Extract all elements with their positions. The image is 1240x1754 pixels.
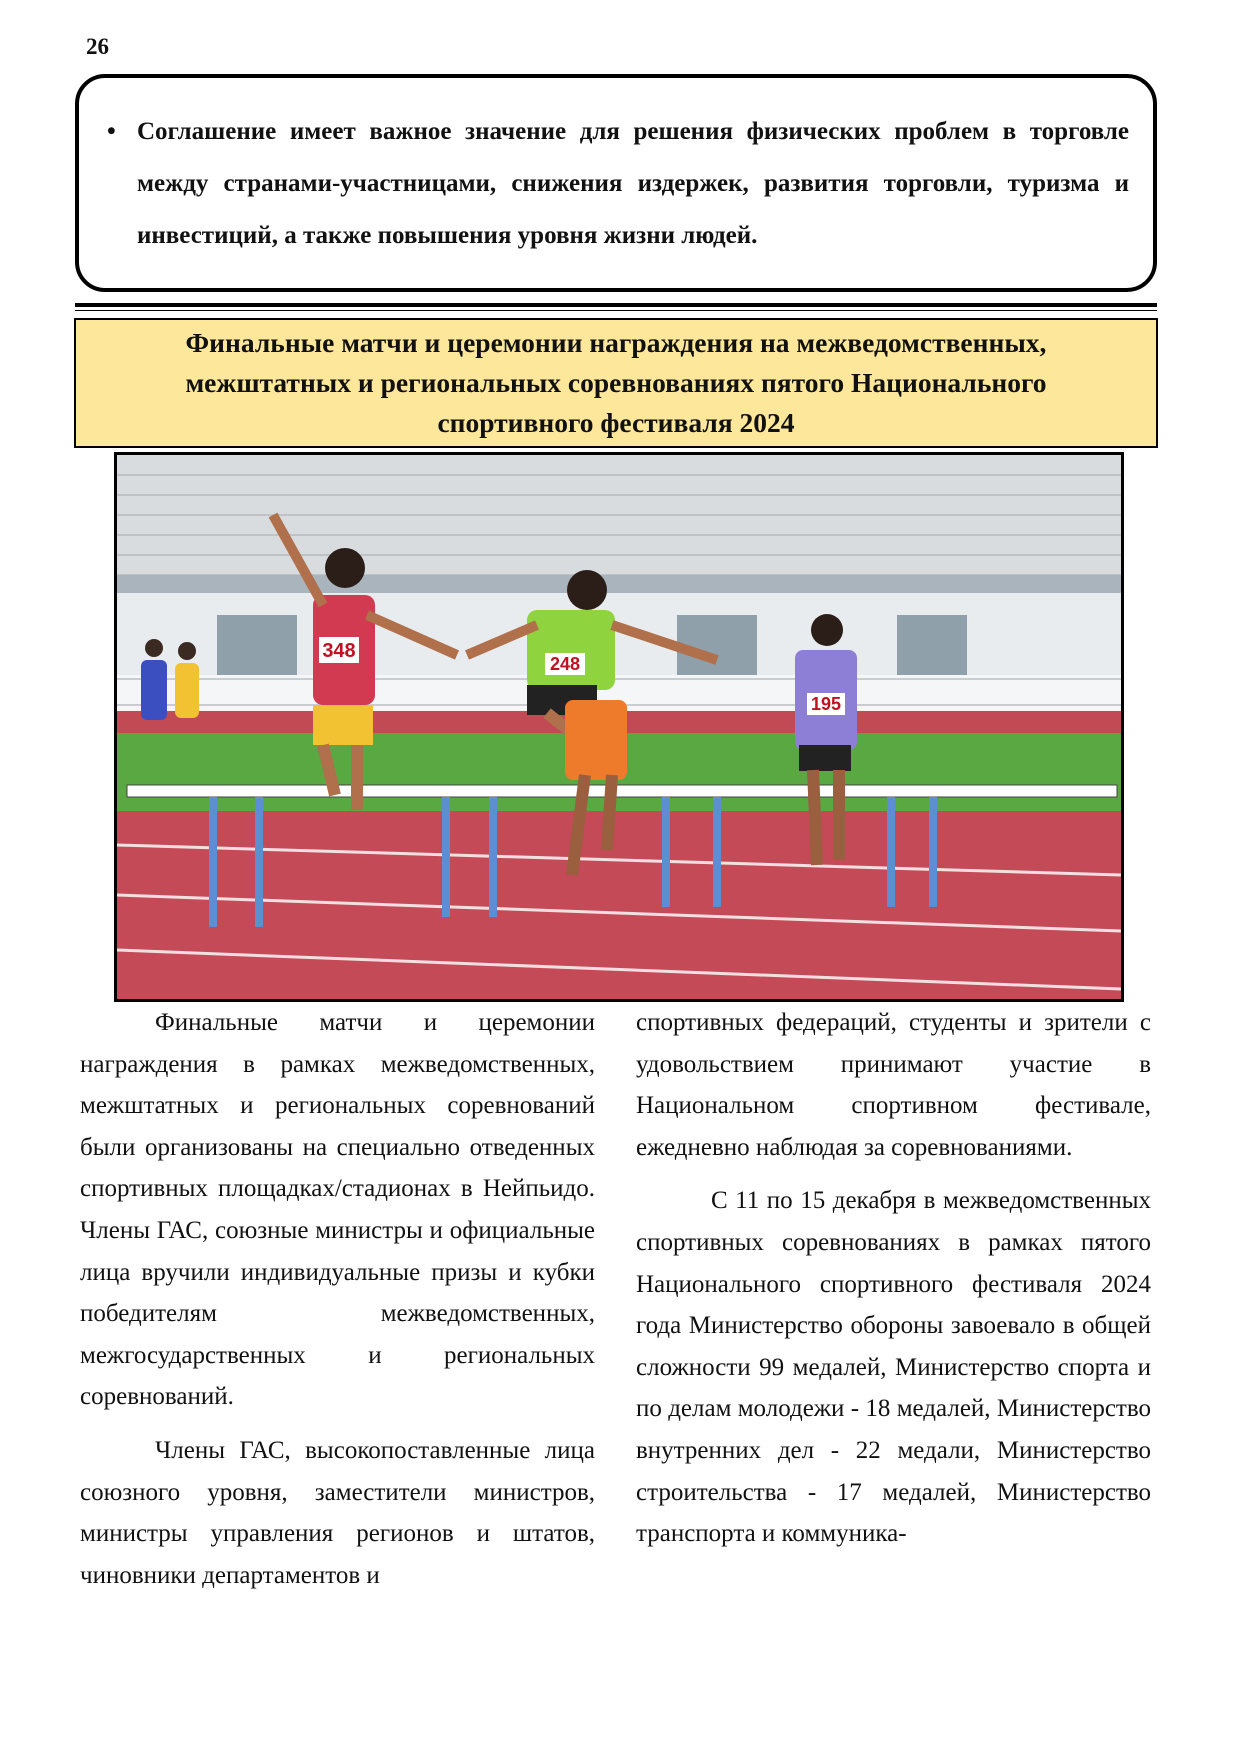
right-paragraph-1: спортивных федераций, студенты и зрители с удовольствием принимают участие в Национальном спортивном фестивале, ежедневно наблюдая за соревнованиями. <box>636 1009 1151 1161</box>
bib-348: 348 <box>322 640 356 662</box>
summary-box <box>75 74 1157 292</box>
divider-thick <box>75 303 1157 307</box>
divider-thin <box>75 310 1157 311</box>
left-paragraph-2: Члены ГАС, высокопоставленные лица союзного уровня, заместители министров, министры управления регионов и штатов, чиновники департаментов и <box>80 1436 595 1589</box>
left-paragraph-1: Финальные матчи и церемонии награждения в рамках межведомственных, межштатных и региональных соревнований были организованы на специально отведенных спортивных площадках/стадионах в Нейпьидо. Члены ГАС, союзные министры и официальные лица вручили индивидуальные призы и кубки победителям межведомственных, межгосударственных и региональных соревнований. <box>80 1009 595 1411</box>
article-title-box <box>74 318 1158 448</box>
hurdles-photo <box>114 452 1124 1002</box>
page-number: 26 <box>86 34 109 59</box>
bib-195: 195 <box>810 694 842 714</box>
summary-item <box>107 106 1129 262</box>
article-title: Финальные матчи и церемонии награждения на межведомственных, межштатных и региональных соревнованиях пятого Национального спортивного фестиваля 2024 <box>185 327 1047 438</box>
bib-248: 248 <box>549 654 581 674</box>
summary-list <box>107 106 1129 262</box>
bullet-icon: • <box>107 118 116 145</box>
summary-text: Соглашение имеет важное значение для решения физических проблем в торговле между странами-участницами, снижения издержек, развития торговли, туризма и инвестиций, а также повышения уровня жизни людей. <box>137 118 1129 249</box>
left-column <box>80 1002 595 1596</box>
right-column <box>636 1002 1151 1555</box>
right-paragraph-2: С 11 по 15 декабря в межведомственных спортивных соревнованиях в рамках пятого Национального спортивного фестиваля 2024 года Министерство обороны завоевало в общей сложности 99 медалей, Министерство спорта и по делам молодежи - 18 медалей, Министерство внутренних дел - 22 медали, Министерство строительства - 17 медалей, Министерство транспорта и коммуника- <box>636 1187 1151 1548</box>
photo-illustration <box>117 455 1121 999</box>
